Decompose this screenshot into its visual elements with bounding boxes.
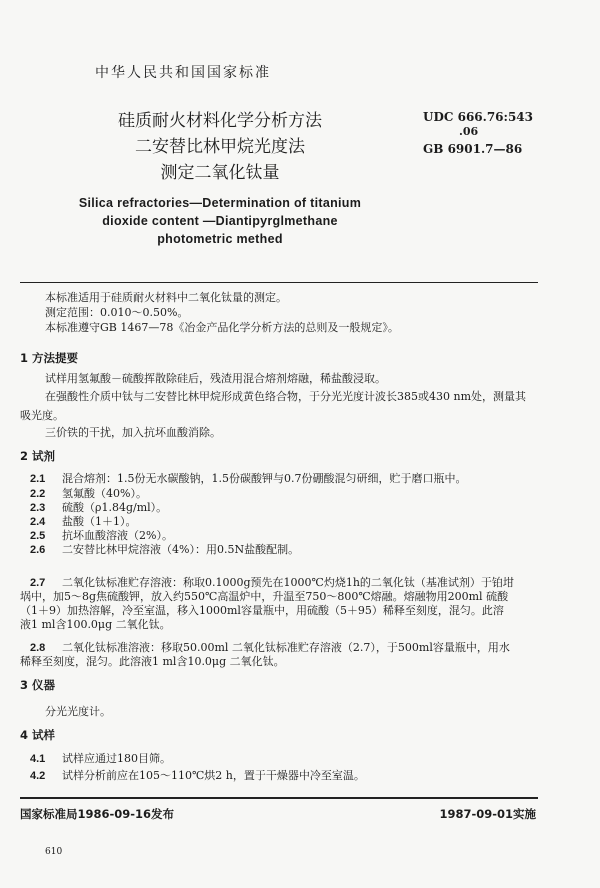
english-title-3: photometric methed bbox=[157, 232, 283, 246]
item-text: 氢氟酸（40%）。 bbox=[62, 487, 147, 500]
item-text: 抗坏血酸溶液（2%）。 bbox=[62, 529, 173, 542]
item-number: 4.2 bbox=[30, 770, 46, 782]
body-line: 三价铁的干扰，加入抗坏血酸消除。 bbox=[45, 426, 221, 439]
footer-rule bbox=[20, 797, 538, 799]
title-line-1: 硅质耐火材料化学分析方法 bbox=[118, 111, 322, 131]
item-text-cont: （1＋9）加热溶解，冷至室温，移入1000ml容量瓶中，用硫酸（5＋95）稀释至刻度，混匀。此溶 bbox=[20, 604, 504, 617]
item-number: 2.5 bbox=[30, 530, 46, 542]
issue-date: 国家标准局1986-09-16发布 bbox=[20, 807, 175, 821]
item-text: 试样分析前应在105～110℃烘2 h，置于干燥器中冷至室温。 bbox=[62, 769, 365, 782]
intro-line: 本标准适用于硅质耐火材料中二氧化钛量的测定。 bbox=[45, 291, 287, 304]
item-number: 2.4 bbox=[30, 516, 46, 528]
english-title-2: dioxide content —Diantipyrglmethane bbox=[102, 214, 338, 228]
section-heading-3: 3 仪器 bbox=[20, 678, 56, 692]
item-text: 二安替比林甲烷溶液（4%）：用0.5N盐酸配制。 bbox=[62, 543, 300, 556]
effective-date: 1987-09-01实施 bbox=[439, 807, 536, 821]
item-text: 混合熔剂：1.5份无水碳酸钠，1.5份碳酸钾与0.7份硼酸混匀研细，贮于磨口瓶中。 bbox=[62, 472, 467, 485]
item-text: 二氧化钛标准贮存溶液：称取0.1000g预先在1000℃灼烧1h的二氧化钛（基准试剂）于铂坩 bbox=[62, 576, 514, 589]
udc-sub: .06 bbox=[459, 125, 479, 138]
intro-line: 本标准遵守GB 1467—78《冶金产品化学分析方法的总则及一般规定》。 bbox=[45, 321, 399, 334]
item-number: 4.1 bbox=[30, 753, 46, 765]
item-text: 试样应通过180目筛。 bbox=[62, 752, 171, 765]
item-text-cont: 稀释至刻度，混匀。此溶液1 ml含10.0μg 二氧化钛。 bbox=[20, 655, 285, 668]
item-text: 盐酸（1＋1）。 bbox=[62, 515, 137, 528]
title-line-3: 测定二氧化钛量 bbox=[160, 163, 280, 183]
section-heading-4: 4 试样 bbox=[20, 728, 56, 742]
item-text: 硫酸（ρ1.84g/ml）。 bbox=[62, 501, 168, 514]
section-heading-1: 1 方法提要 bbox=[20, 351, 79, 365]
item-text-cont: 埚中，加5～8g焦硫酸钾，放入约550℃高温炉中，升温至750～800℃熔融。熔融物用200ml 硫酸 bbox=[20, 590, 509, 603]
item-text: 二氧化钛标准溶液：移取50.00ml 二氧化钛标准贮存溶液（2.7），于500ml容量瓶中，用水 bbox=[62, 641, 510, 654]
item-number: 2.3 bbox=[30, 502, 46, 514]
item-number: 2.6 bbox=[30, 544, 46, 556]
top-rule bbox=[20, 282, 538, 283]
body-line: 吸光度。 bbox=[20, 409, 64, 422]
item-number: 2.1 bbox=[30, 473, 46, 485]
udc-code: UDC 666.76:543 bbox=[423, 110, 534, 124]
body-line: 分光光度计。 bbox=[45, 705, 111, 718]
item-number: 2.8 bbox=[30, 642, 46, 654]
intro-line: 测定范围：0.010～0.50%。 bbox=[45, 306, 189, 319]
page-number: 610 bbox=[45, 847, 63, 857]
gb-code: GB 6901.7—86 bbox=[423, 142, 523, 156]
item-number: 2.2 bbox=[30, 488, 46, 500]
title-line-2: 二安替比林甲烷光度法 bbox=[135, 137, 305, 157]
item-number: 2.7 bbox=[30, 577, 46, 589]
english-title-1: Silica refractories—Determination of titanium bbox=[78, 196, 362, 210]
body-line: 试样用氢氟酸－硫酸挥散除硅后，残渣用混合熔剂熔融，稀盐酸浸取。 bbox=[45, 372, 386, 385]
body-line: 在强酸性介质中钛与二安替比林甲烷形成黄色络合物，于分光光度计波长385或430 nm处，测量其 bbox=[45, 390, 527, 403]
section-heading-2: 2 试剂 bbox=[20, 449, 56, 463]
national-standard-label: 中华人民共和国国家标准 bbox=[95, 65, 271, 81]
item-text-cont: 液1 ml含100.0μg 二氧化钛。 bbox=[20, 618, 171, 631]
